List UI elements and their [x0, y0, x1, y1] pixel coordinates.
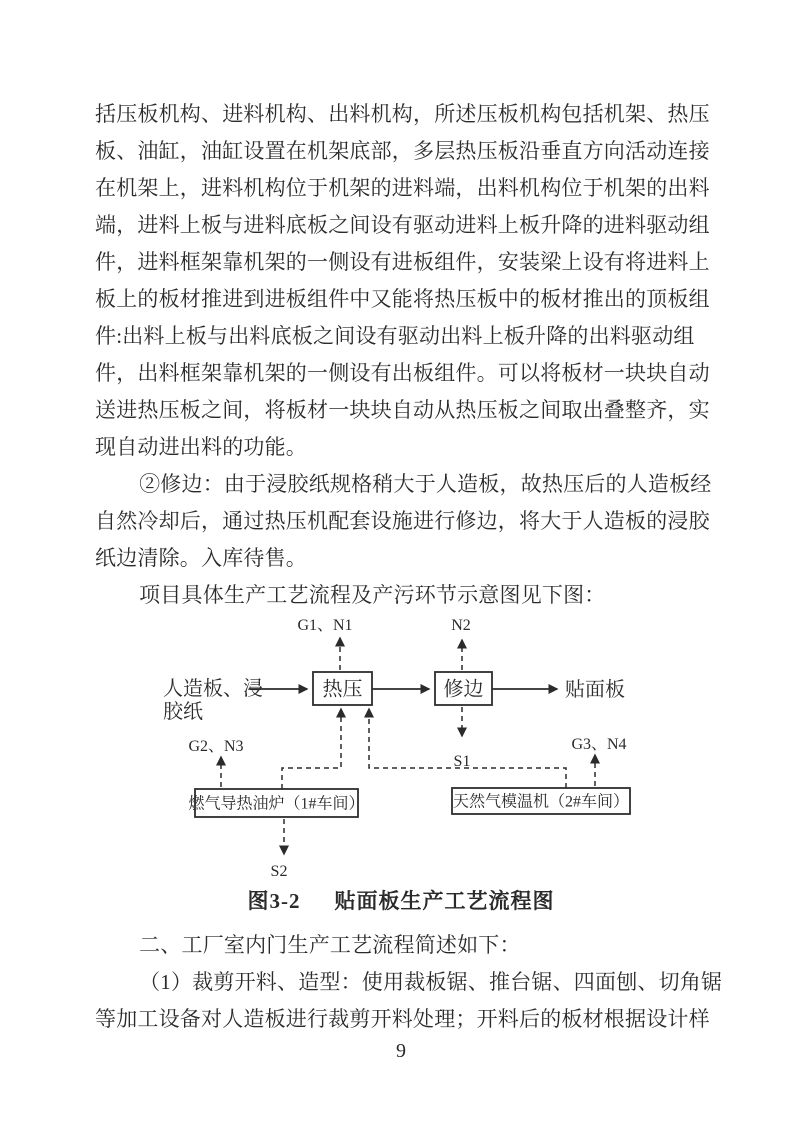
paragraph-trimming — [95, 466, 712, 577]
text-line: 件:出料上板与出料底板之间设有驱动出料上板升降的出料驱动组 — [95, 324, 695, 348]
text-line: 板、油缸，油缸设置在机架底部，多层热压板沿垂直方向活动连接 — [95, 139, 710, 163]
text-line: 括压板机构、进料机构、出料机构，所述压板机构包括机架、热压 — [95, 102, 710, 126]
mold-heater-label: 天然气模温机（2#车间） — [452, 793, 630, 811]
text-line: 在机架上，进料机构位于机架的进料端，出料机构位于机架的出料 — [95, 176, 710, 200]
hot-press-box-label: 热压 — [322, 678, 363, 701]
paragraph-cutting — [95, 964, 723, 1038]
figure-caption — [95, 885, 707, 911]
text-line: （1）裁剪开料、造型：使用裁板锯、推台锯、四面刨、切角锯 — [139, 970, 723, 994]
text-line: 等加工设备对人造板进行裁剪开料处理；开料后的板材根据设计样 — [95, 1007, 710, 1031]
page-number: 9 — [396, 1040, 406, 1062]
gas-oil-furnace-label: 燃气导热油炉（1#车间） — [188, 795, 365, 813]
text-line: 自然冷却后，通过热压机配套设施进行修边，将大于人造板的浸胶 — [95, 509, 710, 533]
text-line: 纸边清除。入库待售。 — [95, 546, 307, 570]
text-line: 板上的板材推进到进板组件中又能将热压板中的板材推出的顶板组 — [95, 287, 710, 311]
text-line: 端，进料上板与进料底板之间设有驱动进料上板升降的进料驱动组 — [95, 213, 710, 237]
text-line: 现自动进出料的功能。 — [95, 435, 307, 459]
label-g2-n3: G2、N3 — [188, 738, 244, 755]
label-s2: S2 — [270, 863, 288, 879]
text-line: 件，出料框架靠机架的一侧设有出板组件。可以将板材一块块自动 — [95, 361, 710, 385]
output-product-label: 贴面板 — [565, 679, 625, 701]
trim-box-label: 修边 — [443, 678, 484, 701]
input-material-label-line2: 胶纸 — [163, 701, 203, 723]
text-line: ②修边：由于浸胶纸规格稍大于人造板，故热压后的人造板经 — [139, 472, 712, 496]
label-s1: S1 — [453, 753, 471, 770]
figure-caption-number: 图3-2 — [247, 889, 301, 913]
figure-caption-title: 贴面板生产工艺流程图 — [334, 889, 555, 913]
flow-diagram-svg — [95, 614, 707, 879]
text-line: 送进热压板之间，将板材一块块自动从热压板之间取出叠整齐，实 — [95, 398, 710, 422]
paragraph-indoor-door-heading: 二、工厂室内门生产工艺流程简述如下： — [139, 933, 521, 957]
heater-heat-supply-line — [369, 709, 566, 788]
paragraph-press-mechanism — [95, 96, 710, 466]
text-line: 件，进料框架靠机架的一侧设有进板组件，安装梁上设有将进料上 — [95, 250, 710, 274]
label-g1-n1: G1、N1 — [297, 617, 353, 634]
label-n2: N2 — [451, 617, 471, 634]
furnace-heat-supply-line — [282, 709, 341, 789]
input-material-label-line1: 人造板、浸 — [163, 678, 263, 700]
process-flow-diagram — [95, 614, 707, 879]
paragraph-figure-intro: 项目具体生产工艺流程及产污环节示意图见下图： — [139, 583, 606, 607]
page-content — [95, 96, 723, 1063]
label-g3-n4: G3、N4 — [571, 736, 627, 753]
